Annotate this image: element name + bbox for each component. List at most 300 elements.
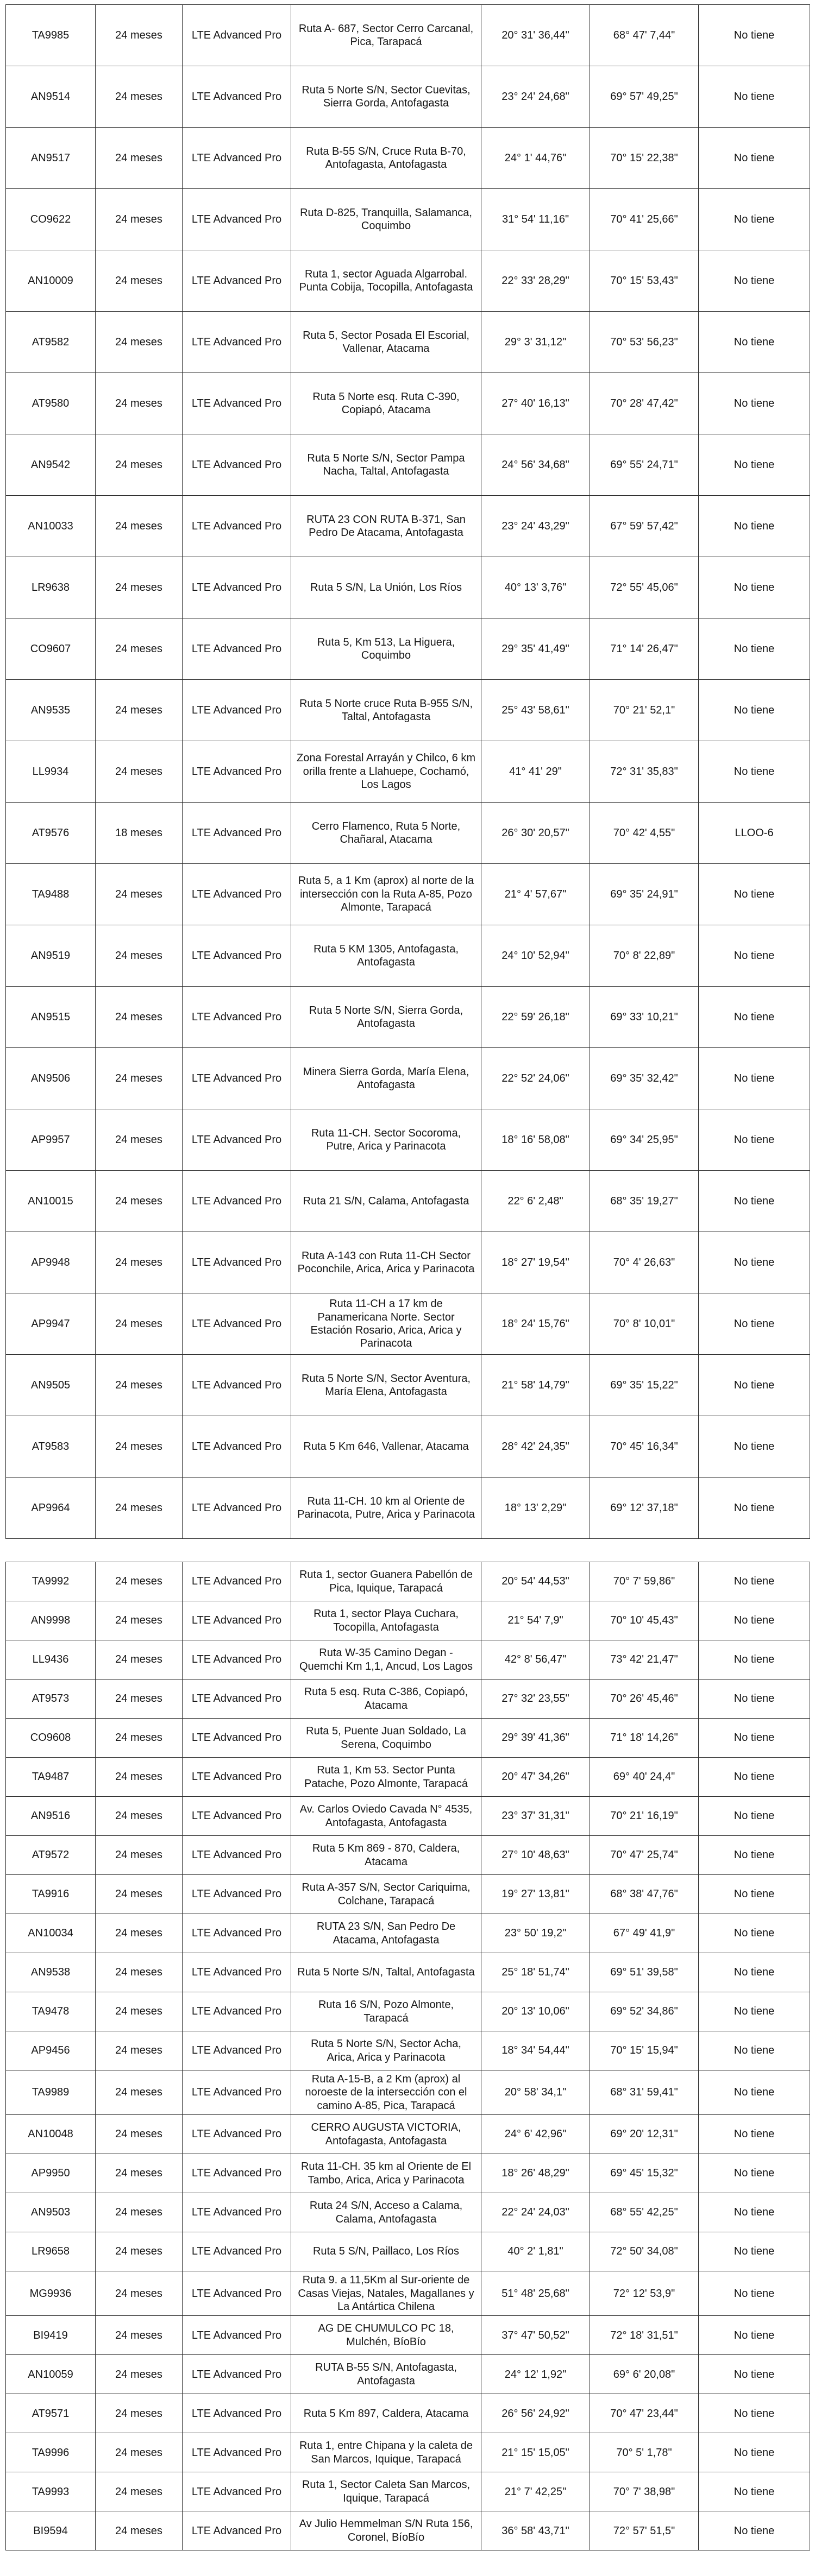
site-row bbox=[6, 1953, 810, 1992]
site-row bbox=[6, 987, 810, 1048]
cell-latitude: 29° 3' 31,12" bbox=[481, 312, 590, 373]
cell-duration: 24 meses bbox=[96, 1875, 183, 1914]
cell-extra: No tiene bbox=[699, 2115, 810, 2154]
cell-extra: No tiene bbox=[699, 1109, 810, 1171]
cell-location: RUTA B-55 S/N, Antofagasta, Antofagasta bbox=[291, 2355, 481, 2394]
cell-technology: LTE Advanced Pro bbox=[183, 1680, 291, 1719]
cell-extra: No tiene bbox=[699, 1680, 810, 1719]
cell-technology: LTE Advanced Pro bbox=[183, 2433, 291, 2472]
cell-location: Ruta 1, sector Guanera Pabellón de Pica, Iquique, Tarapacá bbox=[291, 1562, 481, 1601]
cell-longitude: 68° 38' 47,76" bbox=[590, 1875, 699, 1914]
site-row bbox=[6, 1355, 810, 1416]
cell-duration: 24 meses bbox=[96, 1758, 183, 1797]
cell-technology: LTE Advanced Pro bbox=[183, 1562, 291, 1601]
cell-duration: 24 meses bbox=[96, 1719, 183, 1758]
cell-duration: 24 meses bbox=[96, 2154, 183, 2193]
cell-longitude: 69° 6' 20,08" bbox=[590, 2355, 699, 2394]
site-row bbox=[6, 1875, 810, 1914]
cell-code: AN10033 bbox=[6, 496, 96, 557]
cell-extra: No tiene bbox=[699, 2511, 810, 2550]
cell-technology: LTE Advanced Pro bbox=[183, 1875, 291, 1914]
cell-latitude: 24° 12' 1,92" bbox=[481, 2355, 590, 2394]
site-row bbox=[6, 864, 810, 925]
site-row bbox=[6, 2511, 810, 2550]
cell-duration: 24 meses bbox=[96, 1914, 183, 1953]
cell-latitude: 22° 52' 24,06" bbox=[481, 1048, 590, 1109]
site-row bbox=[6, 1836, 810, 1875]
cell-latitude: 40° 2' 1,81" bbox=[481, 2232, 590, 2271]
sites-table-page-1 bbox=[5, 4, 810, 1539]
cell-technology: LTE Advanced Pro bbox=[183, 2271, 291, 2316]
cell-latitude: 21° 15' 15,05" bbox=[481, 2433, 590, 2472]
site-row bbox=[6, 1109, 810, 1171]
cell-code: LR9638 bbox=[6, 557, 96, 618]
cell-technology: LTE Advanced Pro bbox=[183, 1293, 291, 1355]
cell-extra: No tiene bbox=[699, 1562, 810, 1601]
cell-location: Ruta 1, Km 53. Sector Punta Patache, Pozo Almonte, Tarapacá bbox=[291, 1758, 481, 1797]
cell-latitude: 40° 13' 3,76" bbox=[481, 557, 590, 618]
cell-code: LL9436 bbox=[6, 1640, 96, 1680]
cell-extra: No tiene bbox=[699, 1293, 810, 1355]
cell-code: AN10034 bbox=[6, 1914, 96, 1953]
cell-technology: LTE Advanced Pro bbox=[183, 2394, 291, 2433]
cell-technology: LTE Advanced Pro bbox=[183, 1416, 291, 1478]
cell-longitude: 70° 7' 38,98" bbox=[590, 2472, 699, 2511]
cell-longitude: 69° 51' 39,58" bbox=[590, 1953, 699, 1992]
cell-longitude: 67° 49' 41,9" bbox=[590, 1914, 699, 1953]
cell-technology: LTE Advanced Pro bbox=[183, 1601, 291, 1640]
cell-latitude: 19° 27' 13,81" bbox=[481, 1875, 590, 1914]
cell-latitude: 27° 40' 16,13" bbox=[481, 373, 590, 434]
site-row bbox=[6, 1914, 810, 1953]
cell-duration: 24 meses bbox=[96, 2031, 183, 2070]
cell-duration: 24 meses bbox=[96, 1680, 183, 1719]
site-row bbox=[6, 557, 810, 618]
cell-location: Ruta 5 Norte S/N, Sector Acha, Arica, Arica y Parinacota bbox=[291, 2031, 481, 2070]
site-row bbox=[6, 2154, 810, 2193]
site-row bbox=[6, 1758, 810, 1797]
cell-location: Ruta 5 Km 646, Vallenar, Atacama bbox=[291, 1416, 481, 1478]
cell-extra: No tiene bbox=[699, 864, 810, 925]
cell-code: TA9916 bbox=[6, 1875, 96, 1914]
cell-technology: LTE Advanced Pro bbox=[183, 66, 291, 128]
site-row bbox=[6, 250, 810, 312]
site-row bbox=[6, 1719, 810, 1758]
cell-technology: LTE Advanced Pro bbox=[183, 434, 291, 496]
cell-extra: No tiene bbox=[699, 680, 810, 741]
cell-location: Ruta 5, Km 513, La Higuera, Coquimbo bbox=[291, 618, 481, 680]
cell-duration: 24 meses bbox=[96, 1601, 183, 1640]
cell-latitude: 20° 31' 36,44" bbox=[481, 5, 590, 66]
cell-duration: 24 meses bbox=[96, 618, 183, 680]
cell-location: Ruta 5, a 1 Km (aprox) al norte de la intersección con la Ruta A-85, Pozo Almonte, Tarapacá bbox=[291, 864, 481, 925]
cell-extra: No tiene bbox=[699, 2031, 810, 2070]
cell-code: AN10059 bbox=[6, 2355, 96, 2394]
cell-location: Ruta 1, entre Chipana y la caleta de San Marcos, Iquique, Tarapacá bbox=[291, 2433, 481, 2472]
cell-extra: No tiene bbox=[699, 1640, 810, 1680]
cell-latitude: 23° 37' 31,31" bbox=[481, 1797, 590, 1836]
cell-code: TA9993 bbox=[6, 2472, 96, 2511]
cell-latitude: 24° 6' 42,96" bbox=[481, 2115, 590, 2154]
cell-location: RUTA 23 CON RUTA B-371, San Pedro De Atacama, Antofagasta bbox=[291, 496, 481, 557]
cell-longitude: 68° 35' 19,27" bbox=[590, 1171, 699, 1232]
cell-duration: 24 meses bbox=[96, 1171, 183, 1232]
cell-latitude: 23° 24' 43,29" bbox=[481, 496, 590, 557]
cell-duration: 18 meses bbox=[96, 803, 183, 864]
cell-code: AP9947 bbox=[6, 1293, 96, 1355]
cell-extra: No tiene bbox=[699, 373, 810, 434]
cell-duration: 24 meses bbox=[96, 2232, 183, 2271]
site-row bbox=[6, 1680, 810, 1719]
cell-technology: LTE Advanced Pro bbox=[183, 557, 291, 618]
cell-extra: No tiene bbox=[699, 312, 810, 373]
cell-duration: 24 meses bbox=[96, 2394, 183, 2433]
cell-location: AG DE CHUMULCO PC 18, Mulchén, BíoBío bbox=[291, 2316, 481, 2355]
cell-extra: No tiene bbox=[699, 1914, 810, 1953]
cell-extra: No tiene bbox=[699, 1758, 810, 1797]
cell-extra: No tiene bbox=[699, 741, 810, 803]
site-row bbox=[6, 680, 810, 741]
cell-longitude: 70° 41' 25,66" bbox=[590, 189, 699, 250]
cell-latitude: 22° 33' 28,29" bbox=[481, 250, 590, 312]
cell-code: AN9998 bbox=[6, 1601, 96, 1640]
cell-technology: LTE Advanced Pro bbox=[183, 1836, 291, 1875]
cell-location: Ruta 11-CH. 10 km al Oriente de Parinacota, Putre, Arica y Parinacota bbox=[291, 1478, 481, 1539]
cell-code: TA9488 bbox=[6, 864, 96, 925]
cell-code: TA9985 bbox=[6, 5, 96, 66]
cell-location: RUTA 23 S/N, San Pedro De Atacama, Antofagasta bbox=[291, 1914, 481, 1953]
site-row bbox=[6, 2232, 810, 2271]
site-row bbox=[6, 1478, 810, 1539]
cell-technology: LTE Advanced Pro bbox=[183, 189, 291, 250]
site-row bbox=[6, 803, 810, 864]
cell-code: AN9519 bbox=[6, 925, 96, 987]
cell-code: AN9538 bbox=[6, 1953, 96, 1992]
cell-latitude: 41° 41' 29" bbox=[481, 741, 590, 803]
cell-extra: No tiene bbox=[699, 987, 810, 1048]
cell-longitude: 70° 47' 25,74" bbox=[590, 1836, 699, 1875]
cell-extra: No tiene bbox=[699, 2154, 810, 2193]
cell-technology: LTE Advanced Pro bbox=[183, 803, 291, 864]
cell-longitude: 69° 33' 10,21" bbox=[590, 987, 699, 1048]
cell-latitude: 24° 1' 44,76" bbox=[481, 128, 590, 189]
cell-location: Ruta 5 Norte S/N, Sierra Gorda, Antofagasta bbox=[291, 987, 481, 1048]
cell-duration: 24 meses bbox=[96, 496, 183, 557]
cell-code: BI9419 bbox=[6, 2316, 96, 2355]
cell-code: AP9964 bbox=[6, 1478, 96, 1539]
cell-longitude: 70° 8' 10,01" bbox=[590, 1293, 699, 1355]
cell-latitude: 27° 32' 23,55" bbox=[481, 1680, 590, 1719]
cell-code: TA9992 bbox=[6, 1562, 96, 1601]
cell-extra: No tiene bbox=[699, 2316, 810, 2355]
site-row bbox=[6, 741, 810, 803]
cell-extra: No tiene bbox=[699, 189, 810, 250]
site-row bbox=[6, 1601, 810, 1640]
cell-location: Ruta 11-CH. Sector Socoroma, Putre, Arica y Parinacota bbox=[291, 1109, 481, 1171]
site-row bbox=[6, 2355, 810, 2394]
cell-technology: LTE Advanced Pro bbox=[183, 2472, 291, 2511]
cell-code: AT9572 bbox=[6, 1836, 96, 1875]
cell-duration: 24 meses bbox=[96, 5, 183, 66]
cell-technology: LTE Advanced Pro bbox=[183, 373, 291, 434]
site-row bbox=[6, 1640, 810, 1680]
cell-code: AP9957 bbox=[6, 1109, 96, 1171]
sites-table-page-2 bbox=[5, 1562, 810, 2550]
cell-extra: No tiene bbox=[699, 2070, 810, 2115]
cell-latitude: 25° 18' 51,74" bbox=[481, 1953, 590, 1992]
cell-latitude: 22° 24' 24,03" bbox=[481, 2193, 590, 2232]
cell-longitude: 71° 18' 14,26" bbox=[590, 1719, 699, 1758]
cell-latitude: 18° 34' 54,44" bbox=[481, 2031, 590, 2070]
cell-technology: LTE Advanced Pro bbox=[183, 2193, 291, 2232]
cell-extra: No tiene bbox=[699, 66, 810, 128]
cell-duration: 24 meses bbox=[96, 987, 183, 1048]
cell-longitude: 68° 31' 59,41" bbox=[590, 2070, 699, 2115]
site-row bbox=[6, 1797, 810, 1836]
cell-duration: 24 meses bbox=[96, 2472, 183, 2511]
cell-code: CO9607 bbox=[6, 618, 96, 680]
cell-longitude: 72° 57' 51,5" bbox=[590, 2511, 699, 2550]
cell-code: AN9542 bbox=[6, 434, 96, 496]
cell-code: AN10009 bbox=[6, 250, 96, 312]
cell-technology: LTE Advanced Pro bbox=[183, 2355, 291, 2394]
cell-longitude: 69° 34' 25,95" bbox=[590, 1109, 699, 1171]
cell-technology: LTE Advanced Pro bbox=[183, 1953, 291, 1992]
cell-latitude: 18° 26' 48,29" bbox=[481, 2154, 590, 2193]
cell-longitude: 71° 14' 26,47" bbox=[590, 618, 699, 680]
cell-extra: No tiene bbox=[699, 434, 810, 496]
cell-latitude: 24° 56' 34,68" bbox=[481, 434, 590, 496]
cell-code: TA9487 bbox=[6, 1758, 96, 1797]
cell-longitude: 69° 52' 34,86" bbox=[590, 1992, 699, 2031]
cell-extra: No tiene bbox=[699, 2193, 810, 2232]
cell-location: Zona Forestal Arrayán y Chilco, 6 km orilla frente a Llahuepe, Cochamó, Los Lagos bbox=[291, 741, 481, 803]
cell-longitude: 70° 15' 22,38" bbox=[590, 128, 699, 189]
site-row bbox=[6, 618, 810, 680]
cell-code: AT9583 bbox=[6, 1416, 96, 1478]
cell-location: Ruta 9. a 11,5Km al Sur-oriente de Casas Viejas, Natales, Magallanes y La Antártica Chilena bbox=[291, 2271, 481, 2316]
cell-longitude: 72° 31' 35,83" bbox=[590, 741, 699, 803]
cell-code: AN9506 bbox=[6, 1048, 96, 1109]
cell-location: Ruta W-35 Camino Degan - Quemchi Km 1,1, Ancud, Los Lagos bbox=[291, 1640, 481, 1680]
cell-code: AN9503 bbox=[6, 2193, 96, 2232]
cell-technology: LTE Advanced Pro bbox=[183, 1797, 291, 1836]
cell-longitude: 69° 12' 37,18" bbox=[590, 1478, 699, 1539]
cell-location: Ruta 5 Norte S/N, Taltal, Antofagasta bbox=[291, 1953, 481, 1992]
cell-longitude: 69° 40' 24,4" bbox=[590, 1758, 699, 1797]
cell-code: MG9936 bbox=[6, 2271, 96, 2316]
cell-code: AN10048 bbox=[6, 2115, 96, 2154]
cell-technology: LTE Advanced Pro bbox=[183, 2115, 291, 2154]
cell-latitude: 36° 58' 43,71" bbox=[481, 2511, 590, 2550]
cell-duration: 24 meses bbox=[96, 680, 183, 741]
site-row bbox=[6, 2394, 810, 2433]
cell-longitude: 72° 12' 53,9" bbox=[590, 2271, 699, 2316]
cell-longitude: 70° 45' 16,34" bbox=[590, 1416, 699, 1478]
cell-extra: No tiene bbox=[699, 2232, 810, 2271]
cell-extra: LLOO-6 bbox=[699, 803, 810, 864]
cell-latitude: 22° 59' 26,18" bbox=[481, 987, 590, 1048]
cell-location: Ruta A-143 con Ruta 11-CH Sector Poconchile, Arica, Arica y Parinacota bbox=[291, 1232, 481, 1293]
cell-location: Ruta 5, Puente Juan Soldado, La Serena, Coquimbo bbox=[291, 1719, 481, 1758]
cell-technology: LTE Advanced Pro bbox=[183, 2031, 291, 2070]
site-row bbox=[6, 2316, 810, 2355]
cell-duration: 24 meses bbox=[96, 2115, 183, 2154]
cell-longitude: 70° 28' 47,42" bbox=[590, 373, 699, 434]
cell-duration: 24 meses bbox=[96, 1836, 183, 1875]
cell-technology: LTE Advanced Pro bbox=[183, 1758, 291, 1797]
site-row bbox=[6, 2193, 810, 2232]
cell-extra: No tiene bbox=[699, 1875, 810, 1914]
cell-latitude: 29° 35' 41,49" bbox=[481, 618, 590, 680]
cell-location: Ruta 1, sector Aguada Algarrobal. Punta Cobija, Tocopilla, Antofagasta bbox=[291, 250, 481, 312]
cell-technology: LTE Advanced Pro bbox=[183, 1914, 291, 1953]
cell-longitude: 67° 59' 57,42" bbox=[590, 496, 699, 557]
cell-location: Ruta 5 Norte cruce Ruta B-955 S/N, Taltal, Antofagasta bbox=[291, 680, 481, 741]
cell-technology: LTE Advanced Pro bbox=[183, 312, 291, 373]
cell-code: AT9580 bbox=[6, 373, 96, 434]
cell-location: Ruta 11-CH a 17 km de Panamericana Norte. Sector Estación Rosario, Arica, Arica y Parinacota bbox=[291, 1293, 481, 1355]
cell-duration: 24 meses bbox=[96, 312, 183, 373]
cell-duration: 24 meses bbox=[96, 434, 183, 496]
cell-duration: 24 meses bbox=[96, 1232, 183, 1293]
cell-duration: 24 meses bbox=[96, 2070, 183, 2115]
cell-location: Ruta 5 esq. Ruta C-386, Copiapó, Atacama bbox=[291, 1680, 481, 1719]
cell-extra: No tiene bbox=[699, 2433, 810, 2472]
cell-longitude: 68° 55' 42,25" bbox=[590, 2193, 699, 2232]
cell-latitude: 26° 56' 24,92" bbox=[481, 2394, 590, 2433]
cell-technology: LTE Advanced Pro bbox=[183, 2154, 291, 2193]
cell-longitude: 69° 35' 15,22" bbox=[590, 1355, 699, 1416]
cell-technology: LTE Advanced Pro bbox=[183, 1232, 291, 1293]
cell-duration: 24 meses bbox=[96, 1992, 183, 2031]
site-row bbox=[6, 1992, 810, 2031]
cell-code: TA9478 bbox=[6, 1992, 96, 2031]
cell-latitude: 18° 13' 2,29" bbox=[481, 1478, 590, 1539]
cell-technology: LTE Advanced Pro bbox=[183, 128, 291, 189]
cell-latitude: 20° 47' 34,26" bbox=[481, 1758, 590, 1797]
site-row bbox=[6, 1171, 810, 1232]
cell-longitude: 69° 20' 12,31" bbox=[590, 2115, 699, 2154]
cell-code: LL9934 bbox=[6, 741, 96, 803]
cell-location: Ruta 16 S/N, Pozo Almonte, Tarapacá bbox=[291, 1992, 481, 2031]
cell-latitude: 21° 58' 14,79" bbox=[481, 1355, 590, 1416]
site-row bbox=[6, 312, 810, 373]
cell-location: Ruta 5 Km 897, Caldera, Atacama bbox=[291, 2394, 481, 2433]
cell-technology: LTE Advanced Pro bbox=[183, 2232, 291, 2271]
cell-code: AN10015 bbox=[6, 1171, 96, 1232]
cell-duration: 24 meses bbox=[96, 189, 183, 250]
cell-extra: No tiene bbox=[699, 1416, 810, 1478]
cell-longitude: 69° 55' 24,71" bbox=[590, 434, 699, 496]
cell-extra: No tiene bbox=[699, 1719, 810, 1758]
cell-longitude: 73° 42' 21,47" bbox=[590, 1640, 699, 1680]
cell-code: LR9658 bbox=[6, 2232, 96, 2271]
cell-extra: No tiene bbox=[699, 2394, 810, 2433]
cell-location: Av Julio Hemmelman S/N Ruta 156, Coronel, BíoBío bbox=[291, 2511, 481, 2550]
cell-extra: No tiene bbox=[699, 1171, 810, 1232]
cell-longitude: 70° 4' 26,63" bbox=[590, 1232, 699, 1293]
cell-code: AP9456 bbox=[6, 2031, 96, 2070]
cell-code: AN9505 bbox=[6, 1355, 96, 1416]
cell-technology: LTE Advanced Pro bbox=[183, 5, 291, 66]
cell-location: Ruta 1, Sector Caleta San Marcos, Iquique, Tarapacá bbox=[291, 2472, 481, 2511]
cell-location: Cerro Flamenco, Ruta 5 Norte, Chañaral, Atacama bbox=[291, 803, 481, 864]
cell-technology: LTE Advanced Pro bbox=[183, 2070, 291, 2115]
site-row bbox=[6, 1232, 810, 1293]
cell-extra: No tiene bbox=[699, 1836, 810, 1875]
cell-technology: LTE Advanced Pro bbox=[183, 1171, 291, 1232]
cell-duration: 24 meses bbox=[96, 2355, 183, 2394]
cell-longitude: 70° 47' 23,44" bbox=[590, 2394, 699, 2433]
cell-location: Ruta 1, sector Playa Cuchara, Tocopilla, Antofagasta bbox=[291, 1601, 481, 1640]
cell-code: AN9517 bbox=[6, 128, 96, 189]
cell-technology: LTE Advanced Pro bbox=[183, 2511, 291, 2550]
cell-technology: LTE Advanced Pro bbox=[183, 1992, 291, 2031]
sites-table-body-2 bbox=[6, 1562, 810, 2550]
cell-location: CERRO AUGUSTA VICTORIA, Antofagasta, Antofagasta bbox=[291, 2115, 481, 2154]
site-row bbox=[6, 434, 810, 496]
cell-latitude: 20° 58' 34,1" bbox=[481, 2070, 590, 2115]
cell-longitude: 70° 7' 59,86" bbox=[590, 1562, 699, 1601]
cell-duration: 24 meses bbox=[96, 1048, 183, 1109]
cell-technology: LTE Advanced Pro bbox=[183, 1048, 291, 1109]
cell-latitude: 23° 50' 19,2" bbox=[481, 1914, 590, 1953]
cell-longitude: 69° 45' 15,32" bbox=[590, 2154, 699, 2193]
cell-duration: 24 meses bbox=[96, 1293, 183, 1355]
cell-latitude: 18° 24' 15,76" bbox=[481, 1293, 590, 1355]
cell-extra: No tiene bbox=[699, 1232, 810, 1293]
site-row bbox=[6, 128, 810, 189]
cell-code: AT9573 bbox=[6, 1680, 96, 1719]
cell-location: Ruta 5, Sector Posada El Escorial, Vallenar, Atacama bbox=[291, 312, 481, 373]
site-row bbox=[6, 1562, 810, 1601]
site-row bbox=[6, 1416, 810, 1478]
site-row bbox=[6, 2271, 810, 2316]
cell-technology: LTE Advanced Pro bbox=[183, 1355, 291, 1416]
cell-longitude: 68° 47' 7,44" bbox=[590, 5, 699, 66]
cell-latitude: 51° 48' 25,68" bbox=[481, 2271, 590, 2316]
site-row bbox=[6, 5, 810, 66]
cell-technology: LTE Advanced Pro bbox=[183, 1478, 291, 1539]
cell-code: AP9948 bbox=[6, 1232, 96, 1293]
site-row bbox=[6, 66, 810, 128]
cell-location: Ruta 5 S/N, La Unión, Los Ríos bbox=[291, 557, 481, 618]
cell-technology: LTE Advanced Pro bbox=[183, 250, 291, 312]
site-row bbox=[6, 2031, 810, 2070]
cell-longitude: 70° 53' 56,23" bbox=[590, 312, 699, 373]
site-row bbox=[6, 2472, 810, 2511]
cell-duration: 24 meses bbox=[96, 250, 183, 312]
site-row bbox=[6, 373, 810, 434]
cell-latitude: 42° 8' 56,47" bbox=[481, 1640, 590, 1680]
cell-latitude: 26° 30' 20,57" bbox=[481, 803, 590, 864]
cell-longitude: 72° 55' 45,06" bbox=[590, 557, 699, 618]
cell-code: BI9594 bbox=[6, 2511, 96, 2550]
cell-location: Ruta B-55 S/N, Cruce Ruta B-70, Antofagasta, Antofagasta bbox=[291, 128, 481, 189]
cell-latitude: 23° 24' 24,68" bbox=[481, 66, 590, 128]
site-row bbox=[6, 189, 810, 250]
cell-duration: 24 meses bbox=[96, 1797, 183, 1836]
cell-location: Ruta 24 S/N, Acceso a Calama, Calama, Antofagasta bbox=[291, 2193, 481, 2232]
cell-location: Ruta 5 Km 869 - 870, Caldera, Atacama bbox=[291, 1836, 481, 1875]
cell-duration: 24 meses bbox=[96, 2433, 183, 2472]
cell-location: Ruta 5 S/N, Paillaco, Los Ríos bbox=[291, 2232, 481, 2271]
cell-longitude: 70° 5' 1,78" bbox=[590, 2433, 699, 2472]
cell-longitude: 70° 10' 45,43" bbox=[590, 1601, 699, 1640]
cell-location: Ruta A- 687, Sector Cerro Carcanal, Pica, Tarapacá bbox=[291, 5, 481, 66]
cell-technology: LTE Advanced Pro bbox=[183, 1719, 291, 1758]
